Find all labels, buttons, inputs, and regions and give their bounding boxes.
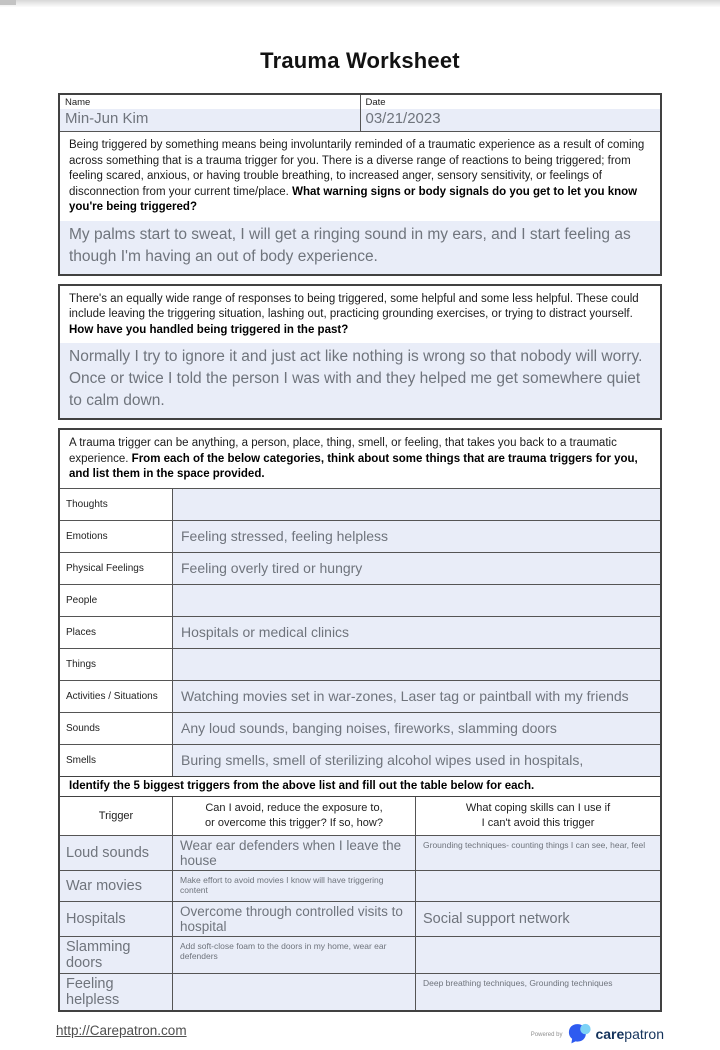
carepatron-logo-icon — [568, 1023, 592, 1045]
handled-past-question: How have you handled being triggered in the past? — [69, 323, 349, 336]
triggered-intro-text: Being triggered by something means being involuntarily reminded of a traumatic experience as a result of coming across something that is a trauma trigger for you. There is a diverse range of reactions to being triggered; from feeling scared, anxious, or having trouble breathing, to increased anger, sensory sensitivity, or feelings of disconnection from your current time/place. — [69, 139, 645, 198]
trigger-row-slamming-doors — [60, 936, 660, 973]
responses-intro-paragraph — [60, 286, 660, 344]
category-label: Physical Feelings — [60, 553, 173, 584]
trigger-name-input[interactable]: Hospitals — [60, 902, 173, 936]
powered-by-label: Powered by — [530, 1031, 563, 1038]
category-input-physical-feelings[interactable]: Feeling overly tired or hungry — [173, 553, 660, 584]
page-title: Trauma Worksheet — [260, 48, 460, 73]
brand-care: care — [595, 1025, 625, 1042]
page-footer — [56, 1023, 664, 1045]
handled-past-answer-field[interactable]: Normally I try to ignore it and just act like nothing is wrong so that nobody will worry. Once or twice I told the person I was with and they helped me get somewhere quiet to calm down. — [60, 343, 660, 418]
triggers-table-header — [60, 796, 660, 835]
carepatron-brand — [531, 1023, 664, 1045]
top-edge-corner — [0, 0, 16, 5]
category-label: Sounds — [60, 713, 173, 744]
categories-intro-text: A trauma trigger can be anything, a person, place, thing, smell, or feeling, that takes you back to a traumatic experience. — [69, 437, 617, 465]
triggered-intro-paragraph — [60, 132, 660, 221]
worksheet-document — [58, 93, 662, 1012]
category-input-smells[interactable]: Buring smells, smell of sterilizing alcohol wipes used in hospitals, — [173, 745, 660, 776]
trigger-name-input[interactable]: Slamming doors — [60, 937, 173, 973]
categories-section-box — [58, 428, 662, 1012]
responses-intro-text: There's an equally wide range of responses to being triggered, some helpful and some less helpful. These could include leaving the triggering situation, lashing out, practicing grounding exercises, or trying to distract yourself. — [69, 292, 639, 320]
name-input[interactable]: Min-Jun Kim — [60, 109, 360, 131]
category-label: Places — [60, 617, 173, 648]
page-top-edge — [0, 0, 720, 7]
category-input-emotions[interactable]: Feeling stressed, feeling helpless — [173, 521, 660, 552]
trigger-avoid-input[interactable]: Wear ear defenders when I leave the house — [173, 836, 416, 870]
trigger-cope-input[interactable]: Deep breathing techniques, Grounding techniques — [416, 974, 660, 1010]
header-avoid — [173, 797, 416, 835]
date-field — [360, 95, 661, 131]
warning-signs-answer-field[interactable]: My palms start to sweat, I will get a ringing sound in my ears, and I start feeling as though I'm having an out of body experience. — [60, 221, 660, 274]
carepatron-wordmark — [595, 1023, 664, 1045]
category-input-places[interactable]: Hospitals or medical clinics — [173, 617, 660, 648]
header-cope-line2: I can't avoid this trigger — [481, 816, 595, 829]
category-label: Smells — [60, 745, 173, 776]
category-row-smells — [60, 744, 660, 776]
brand-patron: patron — [624, 1025, 664, 1042]
responses-section-box — [58, 284, 662, 421]
name-field — [60, 95, 360, 131]
category-input-sounds[interactable]: Any loud sounds, banging noises, fireworks, slamming doors — [173, 713, 660, 744]
category-row-thoughts — [60, 488, 660, 520]
trigger-name-input[interactable]: War movies — [60, 871, 173, 901]
name-label: Name — [60, 95, 360, 109]
category-row-emotions — [60, 520, 660, 552]
trigger-row-loud-sounds — [60, 835, 660, 870]
trigger-row-feeling-helpless — [60, 973, 660, 1010]
identify-triggers-instruction: Identify the 5 biggest triggers from the above list and fill out the table below for each. — [60, 776, 660, 796]
trigger-avoid-input[interactable]: Make effort to avoid movies I know will have triggering content — [173, 871, 416, 901]
categories-intro-paragraph — [60, 430, 660, 488]
date-input[interactable]: 03/21/2023 — [361, 109, 661, 131]
category-input-people[interactable] — [173, 585, 660, 616]
trigger-row-hospitals — [60, 901, 660, 936]
category-row-people — [60, 584, 660, 616]
trigger-cope-input[interactable] — [416, 937, 660, 973]
categories-instruction: From each of the below categories, think about some things that are trauma triggers for you, and list them in the space provided. — [69, 452, 638, 480]
carepatron-link[interactable]: http://Carepatron.com — [56, 1022, 187, 1038]
trigger-avoid-input[interactable]: Overcome through controlled visits to hospital — [173, 902, 416, 936]
trigger-row-war-movies — [60, 870, 660, 901]
trigger-cope-input[interactable] — [416, 871, 660, 901]
category-row-places — [60, 616, 660, 648]
category-label: People — [60, 585, 173, 616]
trigger-cope-input[interactable]: Social support network — [416, 902, 660, 936]
trigger-avoid-input[interactable]: Add soft-close foam to the doors in my home, wear ear defenders — [173, 937, 416, 973]
header-trigger: Trigger — [60, 797, 173, 835]
name-date-row — [60, 95, 660, 132]
category-input-things[interactable] — [173, 649, 660, 680]
header-cope — [416, 797, 660, 835]
trigger-name-input[interactable]: Loud sounds — [60, 836, 173, 870]
header-avoid-line2: or overcome this trigger? If so, how? — [205, 816, 383, 829]
category-row-activities — [60, 680, 660, 712]
category-row-things — [60, 648, 660, 680]
header-avoid-line1: Can I avoid, reduce the exposure to, — [205, 801, 383, 814]
trigger-cope-input[interactable]: Grounding techniques- counting things I can see, hear, feel — [416, 836, 660, 870]
category-row-physical-feelings — [60, 552, 660, 584]
category-label: Emotions — [60, 521, 173, 552]
trigger-name-input[interactable]: Feeling helpless — [60, 974, 173, 1010]
date-label: Date — [361, 95, 661, 109]
category-input-activities[interactable]: Watching movies set in war-zones, Laser tag or paintball with my friends — [173, 681, 660, 712]
category-row-sounds — [60, 712, 660, 744]
category-label: Thoughts — [60, 489, 173, 520]
category-label: Activities / Situations — [60, 681, 173, 712]
intro-section-box — [58, 93, 662, 276]
trigger-avoid-input[interactable] — [173, 974, 416, 1010]
category-input-thoughts[interactable] — [173, 489, 660, 520]
category-label: Things — [60, 649, 173, 680]
header-cope-line1: What coping skills can I use if — [465, 801, 611, 814]
warning-signs-question: What warning signs or body signals do you get to let you know you're being triggered? — [69, 185, 638, 213]
